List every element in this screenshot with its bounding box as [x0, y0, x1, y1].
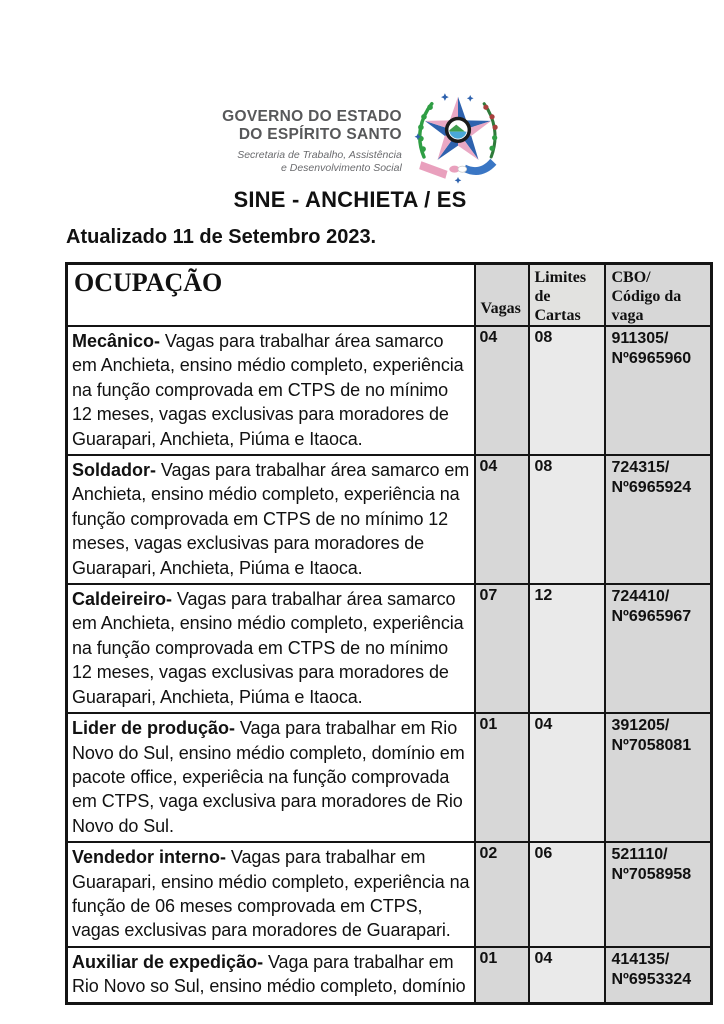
government-name-line1: GOVERNO DO ESTADO — [222, 108, 402, 125]
occupation-cell — [67, 842, 475, 947]
job-description: Vagas para trabalhar área samarco em Anchieta, ensino médio completo, experiência na função comprovada em CTPS de no mínimo 12 meses, vagas exclusivas para moradores de Guarapari, Anchieta, Piúma e Itaoca. — [72, 331, 464, 449]
government-header — [0, 88, 724, 184]
espirito-santo-coat-of-arms-logo — [414, 88, 502, 184]
table-row — [67, 713, 712, 842]
cbo-code: 724315/ — [611, 459, 670, 477]
job-description: Vaga para trabalhar em Rio Novo so Sul, ensino médio completo, domínio — [72, 951, 466, 997]
cbo-cell — [605, 713, 712, 842]
secretariat-line2: e Desenvolvimento Social — [281, 162, 402, 174]
occupation-cell — [67, 713, 475, 842]
vagas-cell: 01 — [475, 947, 529, 1003]
vacancy-number: Nº6965924 — [611, 479, 692, 497]
limites-cell: 12 — [529, 584, 605, 713]
updated-date: Atualizado 11 de Setembro 2023. — [66, 226, 377, 248]
occupation-cell — [67, 326, 475, 455]
limites-cell: 04 — [529, 947, 605, 1003]
limites-cell: 04 — [529, 713, 605, 842]
column-header-ocupacao: OCUPAÇÃO — [67, 264, 475, 327]
column-header-vagas: Vagas — [475, 264, 529, 327]
limites-header-line2: Cartas — [534, 307, 581, 324]
cbo-header-line2: Código da vaga — [611, 288, 682, 324]
vagas-cell: 01 — [475, 713, 529, 842]
column-header-cbo — [605, 264, 712, 327]
occupation-cell — [67, 455, 475, 584]
cbo-cell — [605, 842, 712, 947]
job-description: Vaga para trabalhar em Rio Novo do Sul, ensino médio completo, domínio em pacote office, experiêcia na função comprovada em CTPS, vaga exclusiva para moradores de Rio Novo do Sul. — [72, 718, 465, 836]
limites-header-line1: Limites de — [534, 269, 587, 305]
occupation-cell — [67, 947, 475, 1003]
page-title: SINE - ANCHIETA / ES — [233, 187, 467, 212]
coat-of-arms-icon — [414, 88, 502, 184]
cbo-cell — [605, 947, 712, 1003]
job-title: Vendedor interno- — [72, 847, 227, 868]
job-title: Lider de produção- — [72, 718, 236, 739]
vacancy-number: Nº6965967 — [611, 608, 692, 626]
job-description: Vagas para trabalhar área samarco em Anchieta, ensino médio completo, experiência na função comprovada em CTPS de no mínimo 12 meses, vagas exclusivas para moradores de Guarapari, Anchieta, Piúma e Itaoca. — [72, 460, 470, 578]
table-row — [67, 842, 712, 947]
limites-cell: 06 — [529, 842, 605, 947]
table-row — [67, 947, 712, 1003]
limites-cell: 08 — [529, 326, 605, 455]
cbo-code: 414135/ — [611, 950, 670, 968]
vacancy-number: Nº7058081 — [611, 737, 692, 755]
table-row — [67, 584, 712, 713]
cbo-code: 724410/ — [611, 588, 670, 606]
cbo-header-line1: CBO/ — [611, 269, 651, 286]
vagas-cell: 07 — [475, 584, 529, 713]
job-title: Soldador- — [72, 460, 156, 481]
vagas-cell: 04 — [475, 326, 529, 455]
cbo-code: 911305/ — [611, 330, 669, 347]
occupation-cell — [67, 584, 475, 713]
job-vacancies-table — [65, 262, 713, 1005]
government-name-block — [222, 108, 402, 175]
cbo-cell — [605, 326, 712, 455]
table-row — [67, 455, 712, 584]
table-header-row — [67, 264, 712, 327]
table-row — [67, 326, 712, 455]
vacancy-number: Nº6953324 — [611, 970, 692, 988]
column-header-limites — [529, 264, 605, 327]
job-title: Mecânico- — [72, 331, 161, 351]
vagas-cell: 02 — [475, 842, 529, 947]
job-title: Auxiliar de expedição- — [72, 951, 264, 972]
job-description: Vagas para trabalhar área samarco em Anchieta, ensino médio completo, experiência na função comprovada em CTPS de no mínimo 12 meses, vagas exclusivas para moradores de Guarapari, Anchieta, Piúma e Itaoca. — [72, 589, 464, 707]
vagas-cell: 04 — [475, 455, 529, 584]
secretariat-line1: Secretaria de Trabalho, Assistência — [237, 149, 402, 161]
limites-cell: 08 — [529, 455, 605, 584]
cbo-code: 391205/ — [611, 717, 670, 735]
cbo-cell — [605, 584, 712, 713]
vacancy-number: Nº6965960 — [611, 350, 692, 367]
cbo-cell — [605, 455, 712, 584]
government-name-line2: DO ESPÍRITO SANTO — [238, 126, 402, 143]
job-title: Caldeireiro- — [72, 589, 173, 610]
job-description: Vagas para trabalhar em Guarapari, ensino médio completo, experiência na função de 06 meses comprovada em CTPS, vagas exclusivas para moradores de Guarapari. — [72, 847, 470, 941]
cbo-code: 521110/ — [611, 846, 668, 864]
vacancy-number: Nº7058958 — [611, 866, 692, 884]
